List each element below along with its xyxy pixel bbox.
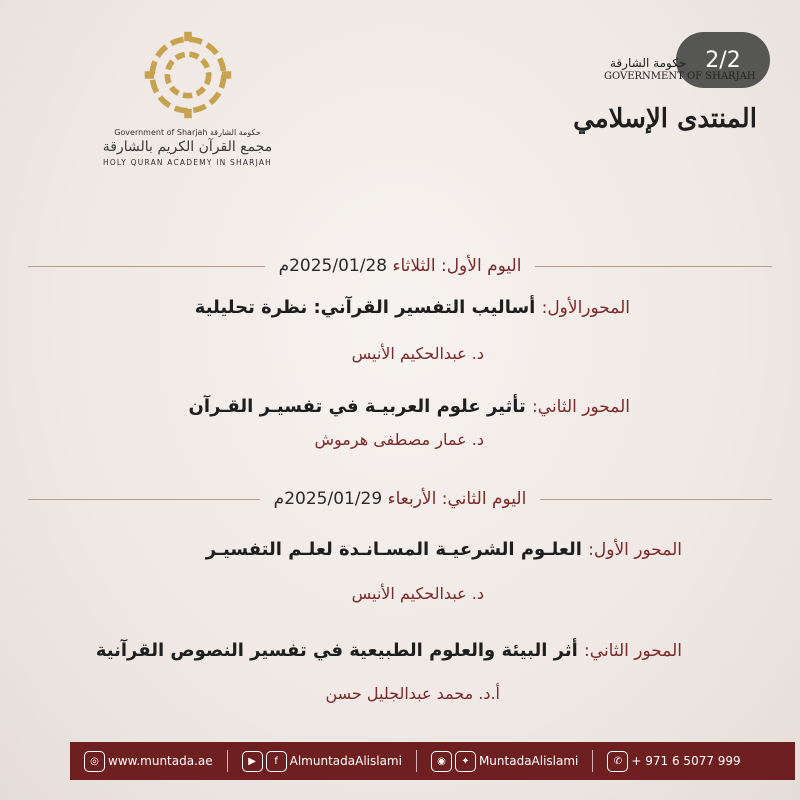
government-name-en: GOVERNMENT OF SHARJAH [604,71,756,82]
footer-instagram-twitter[interactable] [431,751,578,772]
muntada-calligraphy-logo: المنتدى الإسلامي [573,104,757,134]
day-2-topic-2 [96,640,682,661]
footer-youtube-facebook[interactable] [242,751,402,772]
divider [540,499,772,500]
day-1-topic-2-speaker: د. عمار مصطفى هرموش [314,430,484,449]
academy-name-ar: مجمع القرآن الكريم بالشارقة [102,139,273,155]
academy-name-en: HOLY QURAN ACADEMY IN SHARJAH [102,158,273,167]
topic-title: تأثير علوم العربيـة في تفسيـر القـرآن [188,396,533,417]
topic-title: أساليب التفسير القرآني: نظرة تحليلية [194,297,542,318]
phone-icon: ✆ [607,751,628,772]
day-1-topic-1 [195,297,630,318]
topic-title: العلـوم الشرعيـة المسـانـدة لعلـم التفسيـر [205,539,589,560]
globe-icon: ◎ [84,751,105,772]
topic-axis-label: المحور الثاني: [532,397,630,417]
youtube-facebook-handle[interactable]: AlmuntadaAlislami [289,754,402,768]
day-2-date: 2025/01/29م [273,489,383,509]
footer-bar [70,742,795,780]
footer-divider [592,750,593,772]
phone-number[interactable]: + 971 6 5077 999 [631,754,741,768]
topic-axis-label: المحورالأول: [541,298,630,318]
day-2-topic-1-speaker: د. عبدالحكيم الأنيس [351,584,484,603]
day-1-topic-2 [189,396,630,417]
website-link[interactable]: www.muntada.ae [108,754,213,768]
academy-logo [80,28,295,167]
instagram-icon[interactable]: ◉ [431,751,452,772]
day-1-heading [28,254,772,278]
day-2-topic-2-speaker: أ.د. محمد عبدالجليل حسن [325,684,500,703]
twitter-icon[interactable]: ✦ [455,751,476,772]
topic-axis-label: المحور الثاني: [584,641,682,661]
divider [28,499,260,500]
day-1-label: اليوم الأول: الثلاثاء 2025/01/28م [278,256,522,276]
day-2-heading [28,487,772,511]
topic-axis-label: المحور الأول: [588,540,682,560]
divider [28,266,265,267]
academy-government-line: Government of Sharjah حكومة الشارقة [114,128,261,137]
day-2-label: اليوم الثاني: الأربعاء 2025/01/29م [273,489,527,509]
footer-website[interactable] [84,751,213,772]
divider [535,266,772,267]
page-indicator: 2/2 [676,32,770,88]
day-1-topic-1-speaker: د. عبدالحكيم الأنيس [351,344,484,363]
academy-emblem-icon [141,28,235,122]
government-logo [573,56,770,134]
government-name-ar: حكومة الشارقة [610,56,687,70]
day-2-topic-1 [206,539,682,560]
topic-title: أثر البيئة والعلوم الطبيعية في تفسير النصوص القرآنية [95,640,585,661]
footer-phone[interactable] [607,751,740,772]
youtube-icon[interactable]: ▶ [242,751,263,772]
footer-divider [416,750,417,772]
footer-divider [227,750,228,772]
instagram-twitter-handle[interactable]: MuntadaAlislami [478,754,579,768]
facebook-icon[interactable]: f [266,751,287,772]
day-1-date: 2025/01/28م [278,256,388,276]
